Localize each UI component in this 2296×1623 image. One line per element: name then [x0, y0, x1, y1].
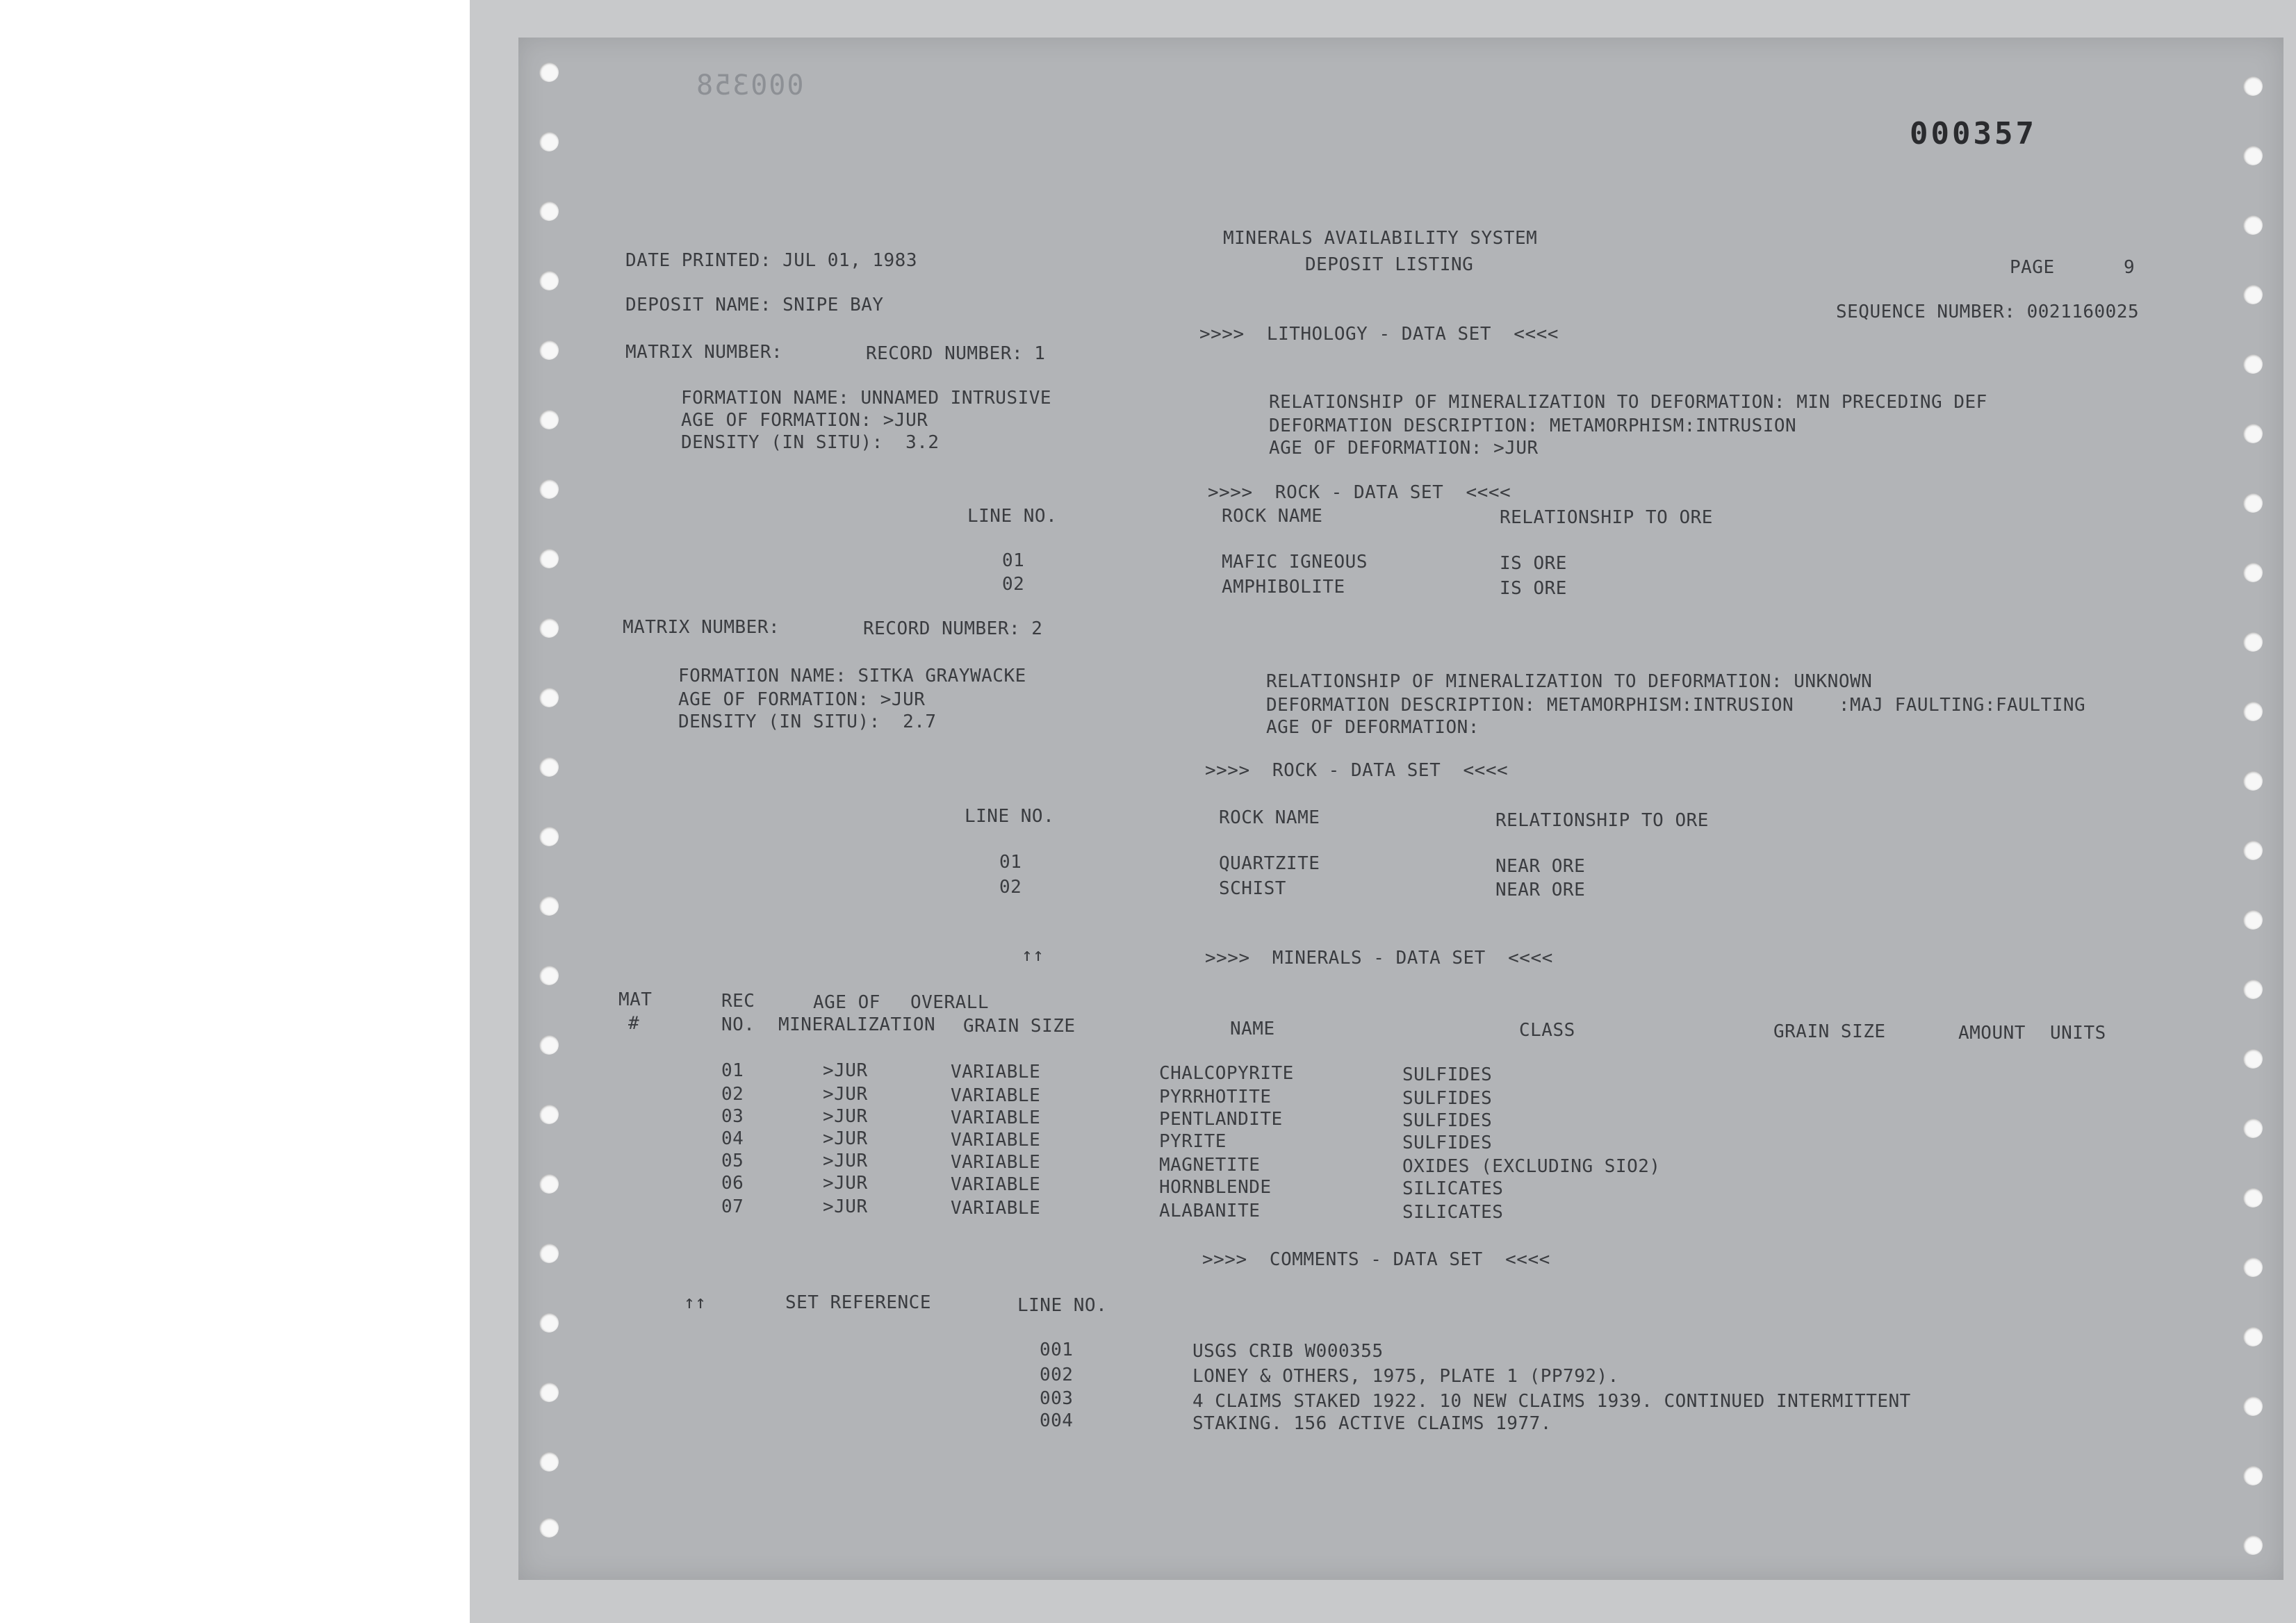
mineral-overall-grain: VARIABLE [951, 1062, 1041, 1082]
feed-hole [539, 1518, 559, 1538]
feed-hole [2243, 702, 2263, 721]
mineral-age: >JUR [823, 1060, 868, 1081]
record-number: RECORD NUMBER: 2 [863, 618, 1043, 639]
feed-hole [2243, 910, 2263, 930]
matrix-number-label: MATRIX NUMBER: [623, 617, 780, 638]
feed-hole [2243, 354, 2263, 374]
feed-hole [539, 132, 559, 151]
deformation-description: DEFORMATION DESCRIPTION: METAMORPHISM:INTRUSION [1269, 415, 1797, 436]
column-mineralization: MINERALIZATION [778, 1014, 936, 1035]
relationship-to-deformation: RELATIONSHIP OF MINERALIZATION TO DEFORMATION: UNKNOWN [1266, 671, 1873, 692]
feed-hole [2243, 76, 2263, 96]
deposit-name: DEPOSIT NAME: SNIPE BAY [625, 295, 884, 315]
column-relationship-to-ore: RELATIONSHIP TO ORE [1495, 810, 1709, 831]
feed-hole [539, 1035, 559, 1055]
feed-hole [539, 1105, 559, 1124]
feed-hole [539, 1313, 559, 1333]
relationship-to-deformation: RELATIONSHIP OF MINERALIZATION TO DEFORMATION: MIN PRECEDING DEF [1269, 392, 1987, 413]
age-of-formation: AGE OF FORMATION: >JUR [681, 410, 928, 431]
rock-line-no: 02 [999, 877, 1022, 898]
lithology-section-header: >>>> LITHOLOGY - DATA SET <<<< [1199, 324, 1559, 345]
mineral-class: OXIDES (EXCLUDING SIO2) [1402, 1156, 1661, 1177]
feed-hole [2243, 563, 2263, 582]
rock-line-no: 01 [999, 852, 1022, 873]
column-age: AGE OF [813, 992, 880, 1013]
rock-relationship: IS ORE [1500, 578, 1567, 599]
feed-hole [539, 479, 559, 499]
comment-text: USGS CRIB W000355 [1192, 1341, 1384, 1362]
column-set-reference: SET REFERENCE [785, 1292, 931, 1313]
column-line-no: LINE NO. [967, 506, 1058, 527]
column-relationship-to-ore: RELATIONSHIP TO ORE [1500, 507, 1713, 528]
listing-title: DEPOSIT LISTING [1305, 254, 1474, 275]
feed-hole [2243, 1049, 2263, 1069]
feed-hole [2243, 1188, 2263, 1208]
column-overall-grain: GRAIN SIZE [963, 1016, 1076, 1037]
column-rock-name: ROCK NAME [1219, 807, 1320, 828]
mineral-class: SULFIDES [1402, 1132, 1493, 1153]
column-class: CLASS [1519, 1020, 1575, 1041]
feed-hole [539, 1174, 559, 1194]
mineral-class: SULFIDES [1402, 1088, 1493, 1109]
feed-hole [2243, 841, 2263, 860]
comment-text: 4 CLAIMS STAKED 1922. 10 NEW CLAIMS 1939. CONTINUED INTERMITTENT [1192, 1391, 1911, 1412]
deformation-description: DEFORMATION DESCRIPTION: METAMORPHISM:INTRUSION :MAJ FAULTING:FAULTING [1266, 695, 2086, 716]
mineral-overall-grain: VARIABLE [951, 1174, 1041, 1195]
feed-hole [2243, 215, 2263, 235]
mineral-overall-grain: VARIABLE [951, 1107, 1041, 1128]
matrix-number-label: MATRIX NUMBER: [625, 342, 783, 363]
feed-hole [539, 549, 559, 568]
mineral-name: CHALCOPYRITE [1159, 1063, 1294, 1084]
feed-hole [2243, 771, 2263, 791]
column-rec: REC [721, 991, 755, 1012]
mineral-age: >JUR [823, 1196, 868, 1217]
mineral-overall-grain: VARIABLE [951, 1198, 1041, 1219]
feed-hole [539, 271, 559, 290]
mineral-class: SULFIDES [1402, 1110, 1493, 1131]
mineral-name: MAGNETITE [1159, 1155, 1261, 1176]
rock-name: QUARTZITE [1219, 853, 1320, 874]
feed-hole [2243, 1258, 2263, 1277]
page-label: PAGE [2010, 257, 2055, 278]
mineral-age: >JUR [823, 1151, 868, 1171]
comment-line-no: 001 [1040, 1340, 1074, 1360]
system-title: MINERALS AVAILABILITY SYSTEM [1223, 228, 1538, 249]
document-stamp-number: 000357 [1910, 116, 2037, 151]
column-overall: OVERALL [910, 992, 990, 1013]
mineral-name: PYRITE [1159, 1131, 1227, 1152]
density: DENSITY (IN SITU): 3.2 [681, 432, 940, 453]
mineral-name: PENTLANDITE [1159, 1109, 1283, 1130]
formation-name: FORMATION NAME: UNNAMED INTRUSIVE [681, 388, 1052, 409]
column-line-no: LINE NO. [1017, 1295, 1108, 1316]
mineral-overall-grain: VARIABLE [951, 1130, 1041, 1151]
rock-name: SCHIST [1219, 878, 1286, 899]
mineral-rec-no: 01 [721, 1060, 744, 1081]
comment-line-no: 002 [1040, 1365, 1074, 1385]
feed-hole [539, 63, 559, 82]
rock-section-header: >>>> ROCK - DATA SET <<<< [1208, 482, 1511, 503]
rock-relationship: NEAR ORE [1495, 880, 1586, 900]
mineral-overall-grain: VARIABLE [951, 1152, 1041, 1173]
feed-hole [539, 618, 559, 638]
bleed-through-stamp: 000358 [695, 69, 804, 101]
record-number: RECORD NUMBER: 1 [866, 343, 1046, 364]
column-name: NAME [1230, 1019, 1275, 1039]
mineral-class: SULFIDES [1402, 1064, 1493, 1085]
column-rec-no: NO. [721, 1014, 755, 1035]
mineral-age: >JUR [823, 1106, 868, 1127]
mineral-rec-no: 02 [721, 1084, 744, 1105]
mineral-rec-no: 05 [721, 1151, 744, 1171]
column-units: UNITS [2050, 1023, 2106, 1044]
rock-relationship: NEAR ORE [1495, 856, 1586, 877]
feed-hole [539, 688, 559, 707]
mineral-name: PYRRHOTITE [1159, 1087, 1272, 1107]
page-number: 9 [2124, 257, 2135, 278]
mineral-overall-grain: VARIABLE [951, 1085, 1041, 1106]
feed-hole [539, 1452, 559, 1472]
mineral-rec-no: 06 [721, 1173, 744, 1194]
comment-line-no: 004 [1040, 1410, 1074, 1431]
rock-relationship: IS ORE [1500, 553, 1567, 574]
density: DENSITY (IN SITU): 2.7 [678, 711, 937, 732]
feed-hole [2243, 493, 2263, 513]
column-line-no: LINE NO. [965, 806, 1055, 827]
rock-name: MAFIC IGNEOUS [1222, 552, 1368, 572]
feed-hole [539, 410, 559, 429]
column-grain-size: GRAIN SIZE [1773, 1021, 1886, 1042]
feed-hole [2243, 632, 2263, 652]
arrow-marks: ↑↑ [1022, 945, 1044, 966]
feed-hole [2243, 1397, 2263, 1416]
rock-name: AMPHIBOLITE [1222, 577, 1345, 598]
mineral-age: >JUR [823, 1084, 868, 1105]
mineral-rec-no: 07 [721, 1196, 744, 1217]
feed-hole [2243, 285, 2263, 304]
rock-section-header: >>>> ROCK - DATA SET <<<< [1205, 760, 1509, 781]
feed-hole [2243, 1535, 2263, 1555]
feed-hole [2243, 980, 2263, 999]
age-of-deformation: AGE OF DEFORMATION: >JUR [1269, 438, 1539, 459]
feed-hole [539, 757, 559, 777]
comment-text: LONEY & OTHERS, 1975, PLATE 1 (PP792). [1192, 1366, 1619, 1387]
arrow-marks: ↑↑ [684, 1292, 707, 1313]
comment-text: STAKING. 156 ACTIVE CLAIMS 1977. [1192, 1413, 1552, 1434]
mineral-class: SILICATES [1402, 1178, 1504, 1199]
minerals-section-header: >>>> MINERALS - DATA SET <<<< [1205, 948, 1553, 969]
feed-hole [2243, 424, 2263, 443]
feed-hole [539, 201, 559, 221]
column-mat-hash: # [628, 1013, 640, 1034]
feed-hole [539, 966, 559, 985]
age-of-formation: AGE OF FORMATION: >JUR [678, 689, 926, 710]
column-amount: AMOUNT [1958, 1023, 2026, 1044]
column-rock-name: ROCK NAME [1222, 506, 1323, 527]
rock-line-no: 01 [1002, 550, 1025, 571]
mineral-name: HORNBLENDE [1159, 1177, 1272, 1198]
feed-hole [539, 340, 559, 360]
comment-line-no: 003 [1040, 1388, 1074, 1409]
formation-name: FORMATION NAME: SITKA GRAYWACKE [678, 666, 1026, 686]
feed-hole [539, 827, 559, 846]
feed-hole [2243, 146, 2263, 165]
feed-hole [2243, 1466, 2263, 1485]
age-of-deformation: AGE OF DEFORMATION: [1266, 717, 1479, 738]
sequence-number: SEQUENCE NUMBER: 0021160025 [1836, 302, 2140, 322]
mineral-age: >JUR [823, 1128, 868, 1149]
rock-line-no: 02 [1002, 574, 1025, 595]
mineral-age: >JUR [823, 1173, 868, 1194]
comments-section-header: >>>> COMMENTS - DATA SET <<<< [1202, 1249, 1550, 1270]
mineral-rec-no: 03 [721, 1106, 744, 1127]
feed-hole [2243, 1119, 2263, 1138]
mineral-rec-no: 04 [721, 1128, 744, 1149]
mineral-class: SILICATES [1402, 1202, 1504, 1223]
feed-hole [2243, 1327, 2263, 1346]
column-mat: MAT [618, 989, 653, 1010]
feed-hole [539, 1244, 559, 1263]
date-printed: DATE PRINTED: JUL 01, 1983 [625, 250, 917, 271]
mineral-name: ALABANITE [1159, 1201, 1261, 1221]
feed-hole [539, 1383, 559, 1402]
feed-hole [539, 896, 559, 916]
